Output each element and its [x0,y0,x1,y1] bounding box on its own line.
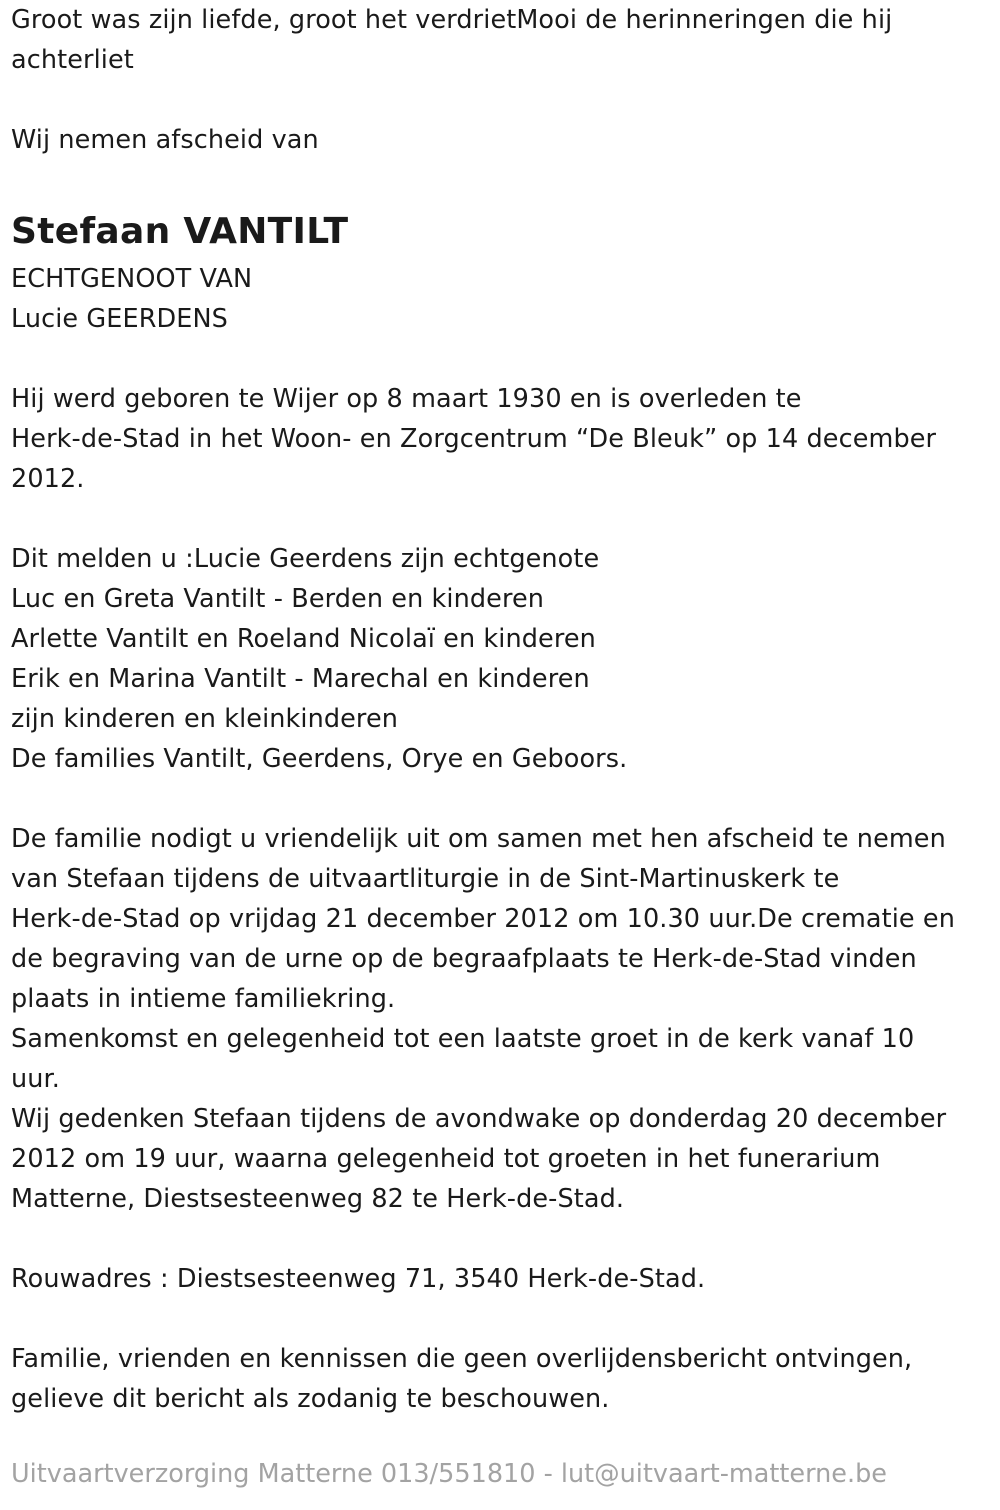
intro-line: achterliet [11,45,134,75]
list-item: Luc en Greta Vantilt - Berden en kinderen [11,584,545,614]
relation-text: ECHTGENOOT VAN [11,264,253,294]
spouse-name: Lucie GEERDENS [11,304,228,334]
paragraph-line: Samenkomst en gelegenheid tot een laatste groet in de kerk vanaf 10 [11,1024,915,1054]
spacer [11,499,986,539]
obituary-document [11,0,986,1419]
paragraph-line: van Stefaan tijdens de uitvaartliturgie in de Sint-Martinuskerk te [11,864,840,894]
ceremony-paragraph [11,819,986,1219]
spacer [11,1219,986,1259]
spacer [11,1299,986,1339]
list-item: De families Vantilt, Geerdens, Orye en Geboors. [11,744,628,774]
paragraph-line: 2012. [11,464,85,494]
farewell-text: Wij nemen afscheid van [11,125,319,155]
paragraph-line: 2012 om 19 uur, waarna gelegenheid tot groeten in het funerarium [11,1144,881,1174]
spacer [11,80,986,120]
funeral-home-footer: Uitvaartverzorging Matterne 013/551810 - lut@uitvaart-matterne.be [11,1459,887,1489]
birth-death-paragraph [11,379,986,499]
paragraph-line: uur. [11,1064,60,1094]
list-item: zijn kinderen en kleinkinderen [11,704,398,734]
paragraph-line: Herk-de-Stad op vrijdag 21 december 2012 om 10.30 uur.De crematie en [11,904,955,934]
paragraph-line: Wij gedenken Stefaan tijdens de avondwake op donderdag 20 december [11,1104,947,1134]
announcers-list [11,539,986,779]
spacer [11,779,986,819]
list-item: Dit melden u :Lucie Geerdens zijn echtgenote [11,544,600,574]
paragraph-line: Familie, vrienden en kennissen die geen overlijdensbericht ontvingen, [11,1344,913,1374]
paragraph-line: De familie nodigt u vriendelijk uit om samen met hen afscheid te nemen [11,824,946,854]
mourning-address: Rouwadres : Diestsesteenweg 71, 3540 Herk-de-Stad. [11,1264,706,1294]
paragraph-line: Herk-de-Stad in het Woon- en Zorgcentrum “De Bleuk” op 14 december [11,424,937,454]
paragraph-line: gelieve dit bericht als zodanig te beschouwen. [11,1384,610,1414]
notice-paragraph [11,1339,986,1419]
spacer [11,160,986,200]
paragraph-line: Hij werd geboren te Wijer op 8 maart 1930 en is overleden te [11,384,802,414]
paragraph-line: Matterne, Diestsesteenweg 82 te Herk-de-Stad. [11,1184,625,1214]
list-item: Erik en Marina Vantilt - Marechal en kinderen [11,664,590,694]
spacer [11,339,986,379]
list-item: Arlette Vantilt en Roeland Nicolaï en kinderen [11,624,596,654]
paragraph-line: de begraving van de urne op de begraafplaats te Herk-de-Stad vinden [11,944,917,974]
paragraph-line: plaats in intieme familiekring. [11,984,396,1014]
deceased-name: Stefaan VANTILT [11,211,349,252]
intro-line: Groot was zijn liefde, groot het verdrietMooi de herinneringen die hij [11,5,893,35]
